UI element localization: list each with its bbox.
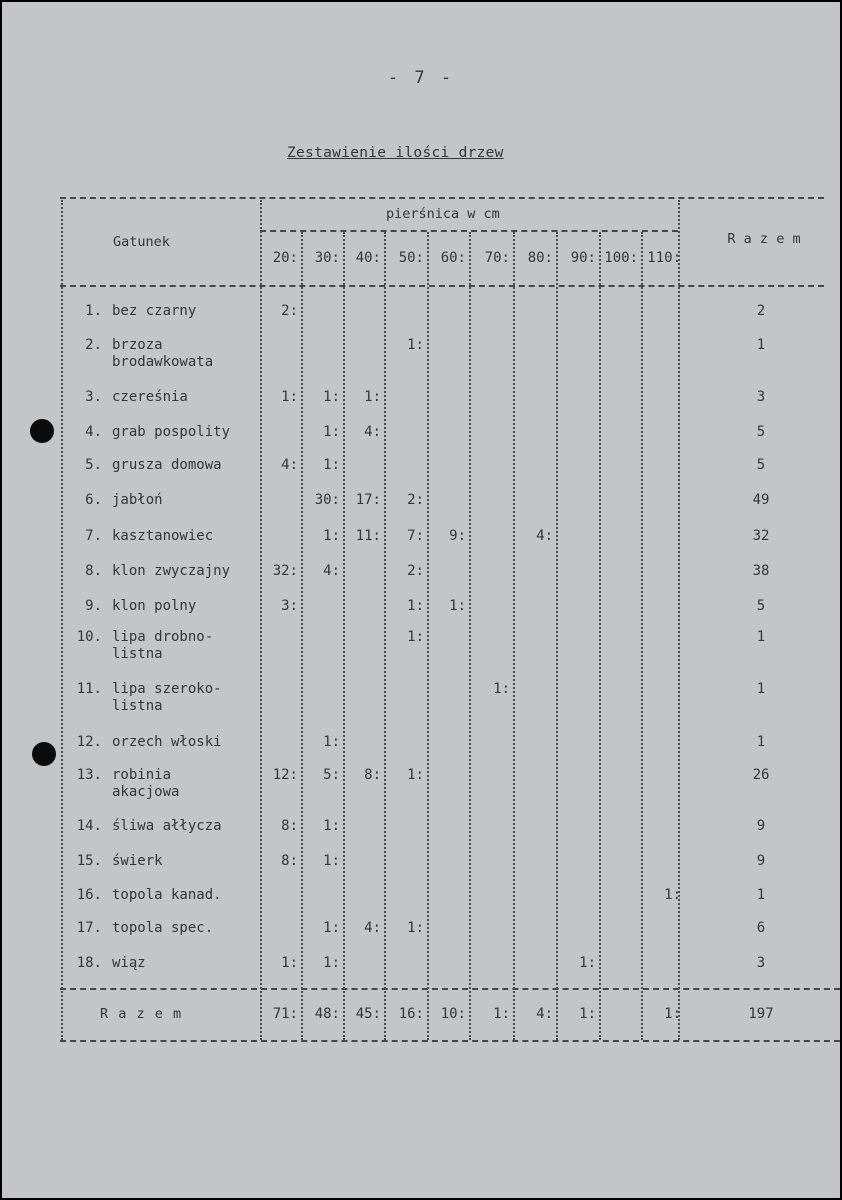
row-number: 14. [76, 818, 102, 834]
species-name: orzech włoski [112, 734, 222, 750]
row-number: 9. [85, 598, 102, 614]
species-name: klon zwyczajny [112, 563, 231, 579]
count-cell: 2: [281, 303, 298, 319]
summary-cell: 4: [536, 1006, 553, 1022]
species-name: topola kanad. [112, 887, 222, 903]
row-total: 1 [756, 629, 766, 645]
row-number: 7. [85, 528, 102, 544]
summary-cell: 45: [355, 1006, 381, 1022]
row-number: 13. [76, 767, 102, 783]
count-cell: 1: [281, 389, 298, 405]
count-cell: 7: [407, 528, 424, 544]
row-number: 16. [76, 887, 102, 903]
species-name: lipa drobno- [112, 629, 214, 645]
column-divider [641, 232, 643, 1040]
count-cell: 1: [323, 528, 340, 544]
row-total: 9 [756, 818, 766, 834]
count-cell: 1: [407, 767, 424, 783]
summary-cell: 48: [314, 1006, 340, 1022]
row-number: 15. [76, 853, 102, 869]
count-cell: 8: [281, 853, 298, 869]
species-name: wiąz [112, 955, 146, 971]
column-divider [678, 200, 680, 1040]
row-total: 49 [752, 492, 770, 508]
row-total: 26 [752, 767, 770, 783]
species-name: brzoza [112, 337, 163, 353]
species-name: grusza domowa [112, 457, 222, 473]
row-total: 3 [756, 389, 766, 405]
row-number: 1. [85, 303, 102, 319]
summary-cell: 16: [398, 1006, 424, 1022]
count-cell: 1: [323, 955, 340, 971]
count-cell: 4: [364, 424, 381, 440]
count-cell: 1: [364, 389, 381, 405]
count-cell: 1: [449, 598, 466, 614]
column-divider [556, 232, 558, 1040]
header-total: R a z e m [727, 231, 801, 247]
count-cell: 5: [323, 767, 340, 783]
column-divider [343, 232, 345, 1040]
column-divider [384, 232, 386, 1040]
count-cell: 12: [272, 767, 298, 783]
row-number: 4. [85, 424, 102, 440]
summary-cell: 1: [493, 1006, 510, 1022]
summary-cell: 71: [272, 1006, 298, 1022]
column-divider [61, 200, 63, 1040]
row-total: 1 [756, 337, 766, 353]
species-name: śliwa ałłycza [112, 818, 222, 834]
rule-top [60, 197, 824, 199]
species-name: lipa szeroko- [112, 681, 222, 697]
row-number: 3. [85, 389, 102, 405]
page-number: - 7 - [387, 68, 455, 88]
column-divider [599, 232, 601, 1040]
row-number: 12. [76, 734, 102, 750]
count-cell: 1: [664, 887, 681, 903]
column-divider [301, 232, 303, 1040]
header-class: 50: [398, 250, 424, 266]
count-cell: 1: [407, 598, 424, 614]
count-cell: 8: [364, 767, 381, 783]
punch-hole [32, 742, 56, 766]
rule-summary-top [60, 988, 840, 990]
header-class: 60: [440, 250, 466, 266]
row-total: 5 [756, 424, 766, 440]
count-cell: 2: [407, 492, 424, 508]
count-cell: 4: [281, 457, 298, 473]
count-cell: 2: [407, 563, 424, 579]
header-class: 20: [272, 250, 298, 266]
rule-header-bottom [60, 285, 824, 287]
row-total: 1 [756, 887, 766, 903]
table-title: Zestawienie ilości drzew [287, 145, 504, 161]
species-name: brodawkowata [112, 354, 214, 370]
column-divider [469, 232, 471, 1040]
count-cell: 1: [281, 955, 298, 971]
count-cell: 1: [323, 734, 340, 750]
count-cell: 9: [449, 528, 466, 544]
column-divider [513, 232, 515, 1040]
grand-total: 197 [748, 1006, 774, 1022]
count-cell: 3: [281, 598, 298, 614]
row-total: 5 [756, 457, 766, 473]
header-class: 90: [570, 250, 596, 266]
header-class: 100: [604, 250, 638, 266]
count-cell: 1: [323, 457, 340, 473]
row-total: 1 [756, 734, 766, 750]
header-class: 110: [647, 250, 681, 266]
summary-cell: 1: [579, 1006, 596, 1022]
count-cell: 1: [407, 629, 424, 645]
rule-bottom [60, 1040, 840, 1042]
species-name: bez czarny [112, 303, 197, 319]
species-name: topola spec. [112, 920, 214, 936]
summary-cell: 1: [664, 1006, 681, 1022]
species-name: czereśnia [112, 389, 188, 405]
species-name: listna [112, 698, 163, 714]
species-name: grab pospolity [112, 424, 231, 440]
count-cell: 11: [355, 528, 381, 544]
row-number: 2. [85, 337, 102, 353]
count-cell: 1: [323, 818, 340, 834]
summary-label: R a z e m [100, 1006, 183, 1022]
species-name: jabłoń [112, 492, 163, 508]
count-cell: 4: [364, 920, 381, 936]
row-number: 11. [76, 681, 102, 697]
count-cell: 1: [407, 337, 424, 353]
count-cell: 1: [493, 681, 510, 697]
row-number: 5. [85, 457, 102, 473]
species-name: robinia [112, 767, 172, 783]
species-name: listna [112, 646, 163, 662]
count-cell: 4: [536, 528, 553, 544]
species-name: kasztanowiec [112, 528, 214, 544]
count-cell: 1: [579, 955, 596, 971]
header-species: Gatunek [113, 234, 170, 250]
row-total: 9 [756, 853, 766, 869]
count-cell: 32: [272, 563, 298, 579]
species-name: akacjowa [112, 784, 180, 800]
row-total: 32 [752, 528, 770, 544]
header-class: 70: [484, 250, 510, 266]
column-divider [427, 232, 429, 1040]
header-class: 30: [314, 250, 340, 266]
count-cell: 1: [407, 920, 424, 936]
count-cell: 1: [323, 920, 340, 936]
row-number: 8. [85, 563, 102, 579]
row-number: 18. [76, 955, 102, 971]
row-total: 38 [752, 563, 770, 579]
count-cell: 8: [281, 818, 298, 834]
count-cell: 1: [323, 424, 340, 440]
row-number: 10. [76, 629, 102, 645]
row-total: 1 [756, 681, 766, 697]
header-class: 40: [355, 250, 381, 266]
count-cell: 1: [323, 853, 340, 869]
species-name: klon polny [112, 598, 197, 614]
row-total: 2 [756, 303, 766, 319]
header-diameter: pierśnica w cm [386, 206, 500, 222]
punch-hole [30, 419, 54, 443]
header-class: 80: [527, 250, 553, 266]
species-name: świerk [112, 853, 163, 869]
row-total: 5 [756, 598, 766, 614]
row-total: 6 [756, 920, 766, 936]
count-cell: 17: [355, 492, 381, 508]
row-number: 17. [76, 920, 102, 936]
row-number: 6. [85, 492, 102, 508]
count-cell: 4: [323, 563, 340, 579]
count-cell: 30: [314, 492, 340, 508]
row-total: 3 [756, 955, 766, 971]
summary-cell: 10: [440, 1006, 466, 1022]
column-divider [260, 200, 262, 1040]
count-cell: 1: [323, 389, 340, 405]
